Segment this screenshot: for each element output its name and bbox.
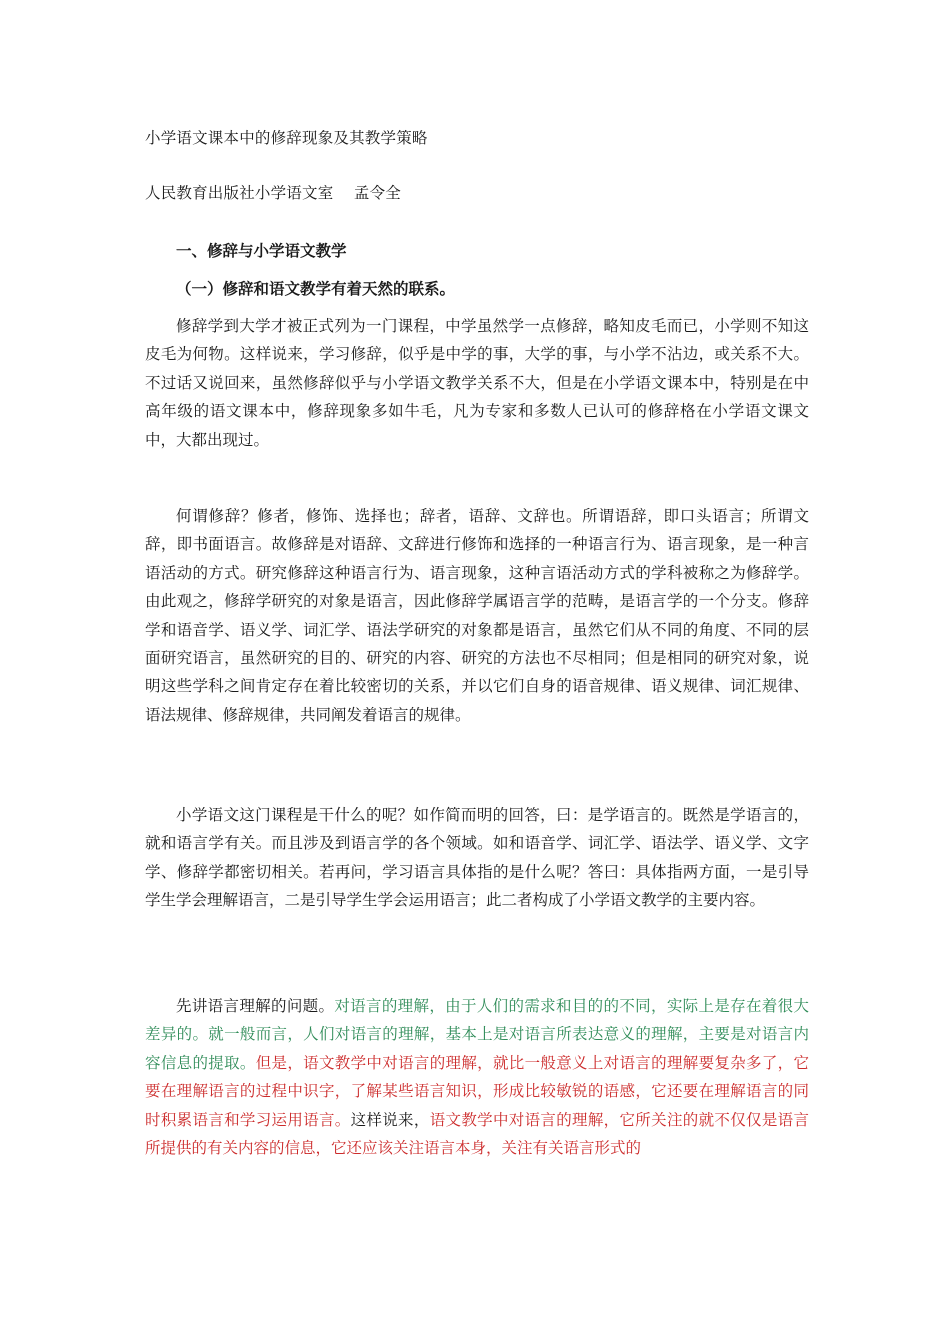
subsection-heading: （一）修辞和语文教学有着天然的联系。 <box>176 279 456 298</box>
paragraph-1-block <box>145 312 809 454</box>
paragraph-3: 小学语文这门课程是干什么的呢？如作简而明的回答，曰：是学语言的。既然是学语言的，就和语言学有关。而且涉及到语言学的各个领域。如和语音学、词汇学、语法学、语义学、文字学、修辞学都密切相关。若再问，学习语言具体指的是什么呢？答曰：具体指两方面，一是引导学生学会理解语言，二是引导学生学会运用语言；此二者构成了小学语文教学的主要内容。 <box>145 806 809 910</box>
paragraph-4-intro: 先讲语言理解的问题。 <box>176 997 335 1015</box>
author-line: 人民教育出版社小学语文室 孟令全 <box>145 184 402 202</box>
paragraph-1: 修辞学到大学才被正式列为一门课程，中学虽然学一点修辞，略知皮毛而已，小学则不知这皮毛为何物。这样说来，学习修辞，似乎是中学的事，大学的事，与小学不沾边，或关系不大。不过话又说回来，虽然修辞似乎与小学语文教学关系不大，但是在小学语文课本中，特别是在中高年级的语文课本中，修辞现象多如牛毛，凡为专家和多数人已认可的修辞格在小学语文课文中，大都出现过。 <box>145 317 809 449</box>
paragraph-2: 何谓修辞？修者，修饰、选择也；辞者，语辞、文辞也。所谓语辞，即口头语言；所谓文辞，即书面语言。故修辞是对语辞、文辞进行修饰和选择的一种语言行为、语言现象，是一种言语活动的方式。研究修辞这种语言行为、语言现象，这种言语活动方式的学科被称之为修辞学。由此观之，修辞学研究的对象是语言，因此修辞学属语言学的范畴，是语言学的一个分支。修辞学和语音学、语义学、词汇学、语法学研究的对象都是语言，虽然它们从不同的角度、不同的层面研究语言，虽然研究的目的、研究的内容、研究的方法也不尽相同；但是相同的研究对象，说明这些学科之间肯定存在着比较密切的关系，并以它们自身的语音规律、语义规律、词汇规律、语法规律、修辞规律，共同阐发着语言的规律。 <box>145 507 809 724</box>
paragraph-4 <box>145 992 809 1162</box>
paragraph-4-connector: 这样说来， <box>350 1110 430 1129</box>
paragraph-3-block <box>145 801 809 915</box>
section-heading: 一、修辞与小学语文教学 <box>176 241 347 260</box>
document-title: 小学语文课本中的修辞现象及其教学策略 <box>145 129 428 147</box>
paragraph-2-block <box>145 502 809 729</box>
paragraph-4-block <box>145 992 809 1162</box>
highlight-green-text: 对语言的理解，由于人们的需求和目的的不同，实际上是存在着很大差异的。就一般而言，人们对语言的理解，基本上是对语言所表达意义的理解，主要是对语言内容信息的提取。 <box>145 997 809 1072</box>
highlight-red-text-2: 语文教学中对语言的理解，它所关注的就不仅仅是语言所提供的有关内容的信息，它还应该关注语言本身，关注有关语言形式的 <box>145 1110 809 1158</box>
highlight-red-text: 但是，语文教学中对语言的理解，就比一般意义上对语言的理解要复杂多了，它要在理解语言的过程中识字，了解某些语言知识，形成比较敏锐的语感，它还要在理解语言的同时积累语言和学习运用语言。 <box>145 1053 809 1129</box>
